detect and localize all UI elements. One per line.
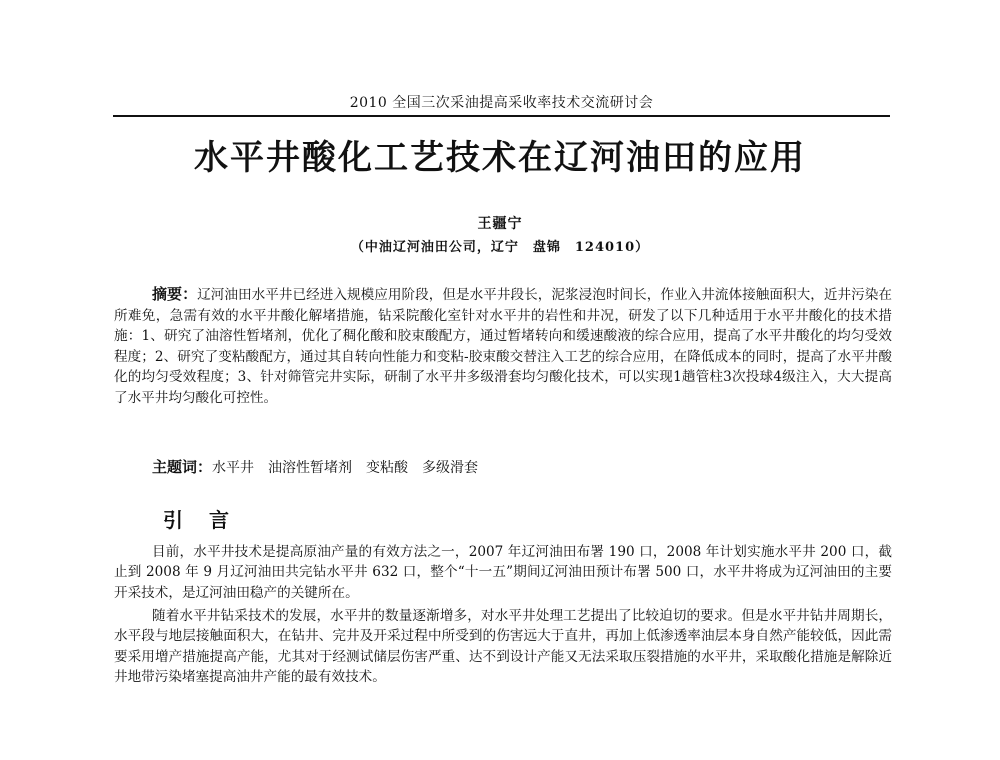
- author-name: 王疆宁: [477, 216, 523, 232]
- keywords-label: 主题词：: [152, 458, 213, 476]
- body-paragraph: 随着水平井钻采技术的发展，水平井的数量逐渐增多，对水平井处理工艺提出了比较迫切的要求。但是水平井钻井周期长，水平段与地层接触面积大，在钻井、完井及开采过程中所受到的伤害远大于直井，再加上低渗透率油层本身自然产能较低，因此需要采用增产措施提高产能，尤其对于经测试储层伤害严重、达不到设计产能又无法采取压裂措施的水平井，采取酸化措施是解除近井地带污染堵塞提高油井产能的最有效技术。: [114, 608, 892, 686]
- paper-title: 水平井酸化工艺技术在辽河油田的应用: [194, 138, 806, 178]
- keyword: 变粘酸: [366, 460, 409, 476]
- abstract: [114, 284, 892, 409]
- keyword: 水平井: [212, 460, 255, 476]
- body-paragraph: 目前，水平井技术是提高原油产量的有效方法之一，2007 年辽河油田布署 190 口，2008 年计划实施水平井 200 口，截止到 2008 年 9 月辽河油田共完钻水平井 632 口，整个“十一五”期间辽河油田预计布署 500 口，水平井将成为辽河油田的主要开采技术，是辽河油田稳产的关键所在。: [114, 544, 892, 601]
- keywords: [152, 456, 892, 477]
- keyword: 油溶性暂堵剂: [268, 460, 353, 476]
- abstract-label: 摘要：: [152, 285, 198, 303]
- conference-header: 2010 全国三次采油提高采收率技术交流研讨会: [349, 95, 654, 111]
- author-affiliation: （中油辽河油田公司，辽宁 盘锦 124010）: [350, 240, 650, 255]
- section-heading: 引言: [163, 508, 255, 532]
- header-divider: [113, 115, 890, 117]
- keyword: 多级滑套: [422, 460, 479, 476]
- abstract-text: 辽河油田水平井已经进入规模应用阶段，但是水平井段长，泥浆浸泡时间长，作业入井流体接触面积大，近井污染在所难免，急需有效的水平井酸化解堵措施，钻采院酸化室针对水平井的岩性和井况，研发了以下几种适用于水平井酸化的技术措施：1、研究了油溶性暂堵剂，优化了稠化酸和胶束酸配方，通过暂堵转向和缓速酸液的综合应用，提高了水平井酸化的均匀受效程度；2、研究了变粘酸配方，通过其自转向性能力和变粘-胶束酸交替注入工艺的综合应用，在降低成本的同时，提高了水平井酸化的均匀受效程度；3、针对筛管完井实际，研制了水平井多级滑套均匀酸化技术，可以实现1趟管柱3次投球4级注入，大大提高了水平井均匀酸化可控性。: [114, 287, 892, 406]
